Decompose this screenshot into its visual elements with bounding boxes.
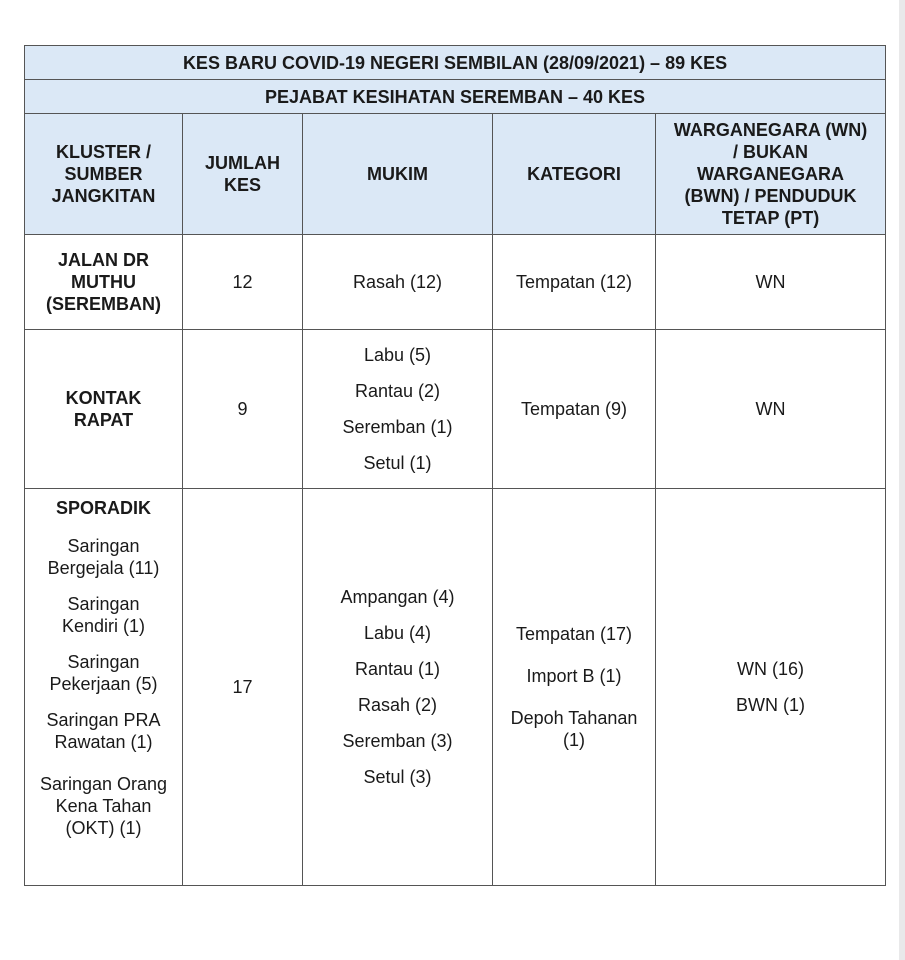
table-row (25, 330, 886, 489)
kluster-sub-item: Saringan Orang Kena Tahan (OKT) (1) (39, 774, 168, 838)
warganegara-item: BWN (1) (736, 695, 806, 715)
kluster-sub-item: Saringan PRA Rawatan (1) (46, 710, 161, 752)
mukim-item: Labu (4) (363, 623, 432, 643)
warganegara-cell (656, 489, 886, 886)
warganegara-cell (656, 235, 886, 330)
mukim-item: Ampangan (4) (340, 587, 455, 607)
kategori-item: Import B (1) (526, 666, 622, 686)
mukim-item: Rasah (12) (352, 272, 443, 292)
window-edge (899, 0, 905, 960)
report-subtitle: PEJABAT KESIHATAN SEREMBAN – 40 KES (25, 80, 886, 114)
covid-cases-table (24, 45, 886, 886)
warganegara-cell (656, 330, 886, 489)
kluster-title: SPORADIK (55, 498, 151, 518)
kluster-cell: KONTAK RAPAT (25, 330, 183, 489)
mukim-item: Setul (1) (363, 453, 432, 473)
header-kluster: KLUSTER / SUMBER JANGKITAN (25, 114, 183, 235)
warganegara-item: WN (16) (737, 659, 805, 679)
mukim-cell (303, 330, 493, 489)
mukim-item: Setul (3) (363, 767, 432, 787)
jumlah-cell: 12 (183, 235, 303, 330)
title-row (25, 46, 886, 80)
header-row (25, 114, 886, 235)
mukim-item: Seremban (1) (342, 417, 453, 437)
mukim-cell (303, 489, 493, 886)
kategori-cell (493, 489, 656, 886)
jumlah-cell: 17 (183, 489, 303, 886)
header-warganegara: WARGANEGARA (WN) / BUKAN WARGANEGARA (BWN) / PENDUDUK TETAP (PT) (656, 114, 886, 235)
kategori-item: Tempatan (12) (515, 272, 633, 292)
warganegara-item: WN (755, 399, 786, 419)
kluster-sub-item: Saringan Pekerjaan (5) (49, 652, 158, 694)
mukim-item: Rantau (1) (354, 659, 441, 679)
mukim-item: Rasah (2) (357, 695, 438, 715)
header-jumlah: JUMLAH KES (183, 114, 303, 235)
jumlah-cell: 9 (183, 330, 303, 489)
mukim-item: Rantau (2) (354, 381, 441, 401)
table-row (25, 489, 886, 886)
kategori-cell (493, 330, 656, 489)
kategori-item: Tempatan (9) (520, 399, 628, 419)
kluster-cell (25, 489, 183, 886)
mukim-item: Labu (5) (363, 345, 432, 365)
report-title: KES BARU COVID-19 NEGERI SEMBILAN (28/09/2021) – 89 KES (25, 46, 886, 80)
mukim-cell (303, 235, 493, 330)
kluster-sub-item: Saringan Bergejala (11) (47, 536, 160, 578)
kategori-item: Depoh Tahanan (1) (510, 708, 638, 750)
subtitle-row (25, 80, 886, 114)
header-kategori: KATEGORI (493, 114, 656, 235)
mukim-item: Seremban (3) (342, 731, 453, 751)
kategori-cell (493, 235, 656, 330)
table-row (25, 235, 886, 330)
kluster-cell: JALAN DR MUTHU (SEREMBAN) (25, 235, 183, 330)
warganegara-item: WN (755, 272, 786, 292)
kluster-sub-item: Saringan Kendiri (1) (61, 594, 146, 636)
kategori-item: Tempatan (17) (515, 624, 633, 644)
header-mukim: MUKIM (303, 114, 493, 235)
